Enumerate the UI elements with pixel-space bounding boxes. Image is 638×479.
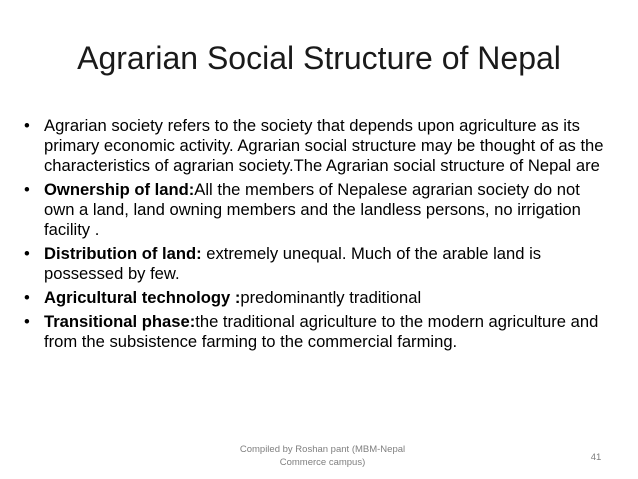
- bullet-text: the traditional agriculture to the modern agriculture and from the subsistence farming to the commercial farming.: [44, 312, 599, 351]
- bullet-text: predominantly traditional: [240, 288, 422, 307]
- bullet-item: [22, 244, 608, 284]
- bullet-heading: Distribution of land:: [44, 244, 202, 263]
- bullet-text: All the members of Nepalese agrarian society do not own a land, land owning members and the landless persons, no irrigation facility .: [44, 180, 581, 239]
- slide-footer: Compiled by Roshan pant (MBM-Nepal Commerce campus): [239, 444, 406, 468]
- bullet-item: [22, 180, 608, 240]
- bullet-item: [22, 312, 608, 352]
- bullet-heading: Ownership of land:: [44, 180, 195, 199]
- bullet-item: [22, 116, 608, 176]
- bullet-item: [22, 288, 608, 308]
- page-number: 41: [590, 452, 602, 463]
- slide-title: Agrarian Social Structure of Nepal: [77, 40, 561, 76]
- bullet-text: extremely unequal. Much of the arable land is possessed by few.: [44, 244, 542, 283]
- bullet-list: [22, 116, 608, 356]
- bullet-text: Agrarian society refers to the society that depends upon agriculture as its primary economic activity. Agrarian social structure may be thought of as the characteristics of agrarian society.The Agrarian social structure of Nepal are: [44, 116, 604, 175]
- bullet-dot: •: [24, 244, 30, 263]
- bullet-dot: •: [24, 116, 30, 135]
- bullet-dot: •: [24, 312, 30, 331]
- bullet-dot: •: [24, 180, 30, 199]
- bullet-dot: •: [24, 288, 30, 307]
- bullet-heading: Transitional phase:: [44, 312, 196, 331]
- bullet-heading: Agricultural technology :: [44, 288, 241, 307]
